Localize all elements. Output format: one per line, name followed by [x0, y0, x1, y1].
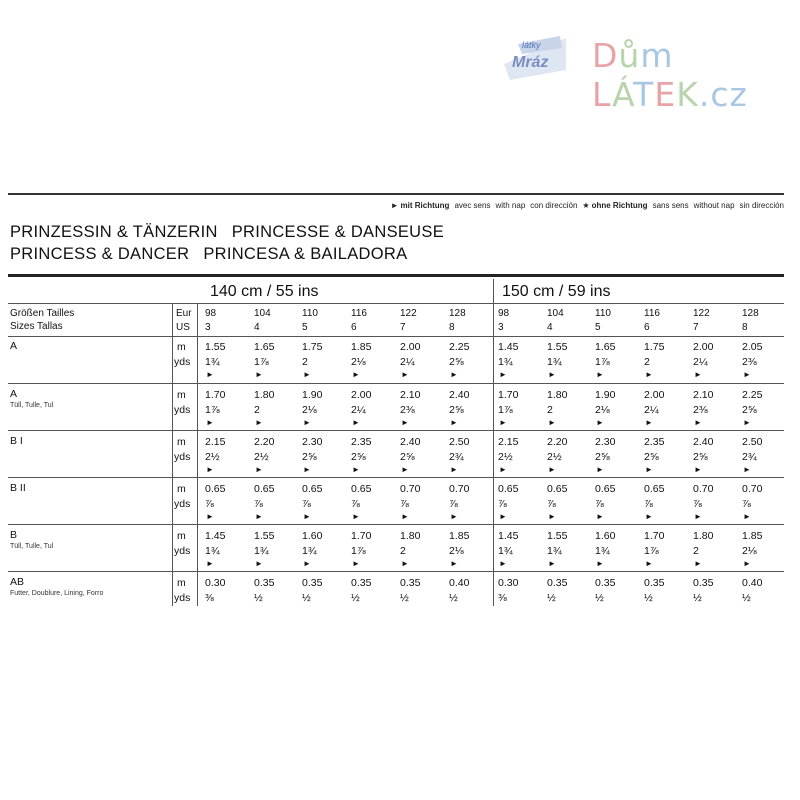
legend-without-nap-en: without nap [693, 201, 735, 210]
unit-m: m [177, 530, 186, 542]
meters-value: 2.00 [351, 389, 372, 401]
meters-value: 1.80 [254, 389, 275, 401]
row-divider [8, 524, 784, 525]
with-nap-arrow-icon: ► [596, 418, 604, 427]
yards-value: ½ [693, 592, 702, 604]
yards-value: ⅞ [498, 498, 507, 510]
meters-value: 2.40 [400, 436, 421, 448]
eur-size: 122 [693, 308, 710, 319]
eur-size: 110 [595, 308, 611, 319]
table-top-rule [8, 274, 784, 277]
yards-value: ⅞ [254, 498, 263, 510]
header-rule [8, 303, 784, 304]
meters-value: 1.45 [498, 341, 519, 353]
us-size: 6 [351, 322, 357, 333]
yards-value: ½ [644, 592, 653, 604]
eur-size: 116 [351, 308, 367, 319]
eur-size: 116 [644, 308, 660, 319]
yards-value: ⅞ [693, 498, 702, 510]
yards-value: 1⅞ [351, 545, 366, 557]
meters-value: 2.15 [498, 436, 519, 448]
dum-latek-letter: m [640, 36, 674, 75]
meters-value: 1.60 [595, 530, 616, 542]
row-divider [8, 477, 784, 478]
nap-legend [391, 201, 784, 210]
yards-value: 1¾ [547, 356, 562, 368]
with-nap-arrow-icon: ► [450, 465, 458, 474]
yards-value: ½ [449, 592, 458, 604]
yards-value: 2¼ [693, 356, 708, 368]
title-fr: PRINCESSE & DANSEUSE [231, 223, 445, 241]
dum-latek-letter: E [654, 75, 677, 114]
latky-mraz-logo-main: Mráz [512, 54, 549, 71]
meters-value: 1.75 [644, 341, 665, 353]
meters-value: 2.20 [547, 436, 568, 448]
us-size: 7 [400, 322, 406, 333]
yards-value: ½ [254, 592, 263, 604]
yards-value: 2¼ [351, 404, 366, 416]
with-nap-arrow-icon: ► [352, 465, 360, 474]
meters-value: 1.80 [693, 530, 714, 542]
meters-value: 0.35 [595, 577, 616, 589]
yards-value: ½ [547, 592, 556, 604]
meters-value: 0.35 [400, 577, 421, 589]
with-nap-arrow-icon: ► [499, 370, 507, 379]
with-nap-arrow-icon: ► [206, 559, 214, 568]
with-nap-arrow-icon: ► [450, 559, 458, 568]
eur-size: 128 [449, 308, 466, 319]
meters-value: 0.35 [302, 577, 323, 589]
meters-value: 2.00 [400, 341, 421, 353]
meters-value: 0.35 [547, 577, 568, 589]
with-nap-arrow-icon: ► [206, 465, 214, 474]
with-nap-arrow-icon: ► [206, 512, 214, 521]
meters-value: 0.65 [302, 483, 323, 495]
meters-value: 1.85 [449, 530, 470, 542]
yards-value: 2½ [498, 451, 513, 463]
yards-value: 2⅝ [400, 451, 415, 463]
with-nap-arrow-icon: ► [206, 370, 214, 379]
yards-value: 1⅞ [595, 356, 610, 368]
yards-value: 1¾ [205, 356, 220, 368]
with-nap-arrow-icon: ► [694, 559, 702, 568]
meters-value: 0.35 [644, 577, 665, 589]
unit-m: m [177, 341, 186, 353]
yards-value: 1⅞ [254, 356, 269, 368]
with-nap-arrow-icon: ► [352, 370, 360, 379]
dum-latek-letter: D [592, 36, 619, 75]
latky-mraz-logo [500, 34, 570, 84]
meters-value: 0.70 [449, 483, 470, 495]
yards-value: ⅞ [302, 498, 311, 510]
us-size: 4 [254, 322, 260, 333]
meters-value: 2.00 [693, 341, 714, 353]
dum-latek-letter: Á [612, 75, 634, 114]
row-divider [8, 430, 784, 431]
meters-value: 0.30 [205, 577, 226, 589]
meters-value: 1.55 [205, 341, 226, 353]
yards-value: 2¾ [449, 451, 464, 463]
unit-m: m [177, 577, 186, 589]
yards-value: 2 [644, 356, 650, 368]
yards-value: 1¾ [595, 545, 610, 557]
yards-value: 1¾ [205, 545, 220, 557]
meters-value: 0.35 [351, 577, 372, 589]
with-nap-arrow-icon: ► [694, 370, 702, 379]
with-nap-arrow-icon: ► [255, 512, 263, 521]
row-divider [8, 383, 784, 384]
with-nap-arrow-icon: ► [743, 465, 751, 474]
row-sub: Futter, Doublure, Lining, Forro [10, 590, 104, 597]
yards-value: ⅞ [205, 498, 214, 510]
eur-label: Eur [176, 308, 192, 319]
with-nap-arrow-icon: ► [303, 512, 311, 521]
meters-value: 0.70 [742, 483, 763, 495]
with-nap-arrow-icon: ► [352, 418, 360, 427]
meters-value: 0.70 [693, 483, 714, 495]
with-nap-arrow-icon: ► [499, 418, 507, 427]
meters-value: 0.65 [351, 483, 372, 495]
meters-value: 2.05 [742, 341, 763, 353]
yards-value: 2⅛ [302, 404, 317, 416]
yards-value: ½ [302, 592, 311, 604]
unit-yds: yds [174, 404, 191, 416]
row-sub: Tüll, Tulle, Tul [10, 543, 54, 550]
meters-value: 1.45 [498, 530, 519, 542]
with-nap-arrow-icon: ► [303, 418, 311, 427]
meters-value: 0.65 [547, 483, 568, 495]
meters-value: 1.70 [205, 389, 226, 401]
meters-value: 1.80 [400, 530, 421, 542]
with-nap-arrow-icon: ► [694, 512, 702, 521]
with-nap-arrow-icon: ► [390, 201, 399, 210]
us-size: 3 [498, 322, 504, 333]
meters-value: 0.30 [498, 577, 519, 589]
yards-value: 2¼ [644, 404, 659, 416]
with-nap-arrow-icon: ► [743, 418, 751, 427]
meters-value: 2.35 [351, 436, 372, 448]
size-label-en-es: Sizes Tallas [10, 321, 63, 332]
yards-value: 1¾ [254, 545, 269, 557]
meters-value: 1.90 [302, 389, 323, 401]
top-rule [8, 193, 784, 195]
fabric-width-140: 140 cm / 55 ins [210, 283, 319, 300]
with-nap-arrow-icon: ► [694, 418, 702, 427]
dum-latek-letter: L [592, 75, 613, 114]
us-size: 5 [595, 322, 601, 333]
meters-value: 2.40 [449, 389, 470, 401]
meters-value: 0.65 [254, 483, 275, 495]
legend-with-nap-es: con dirección [530, 201, 578, 210]
yards-value: ⅞ [644, 498, 653, 510]
eur-size: 104 [254, 308, 271, 319]
meters-value: 2.30 [302, 436, 323, 448]
divider-unit-column [197, 304, 198, 606]
meters-value: 2.50 [449, 436, 470, 448]
eur-size: 122 [400, 308, 417, 319]
yards-value: 1⅞ [205, 404, 220, 416]
with-nap-arrow-icon: ► [596, 559, 604, 568]
yards-value: 2⅝ [449, 356, 464, 368]
with-nap-arrow-icon: ► [694, 465, 702, 474]
yards-value: 2½ [254, 451, 269, 463]
yards-value: 2⅝ [595, 451, 610, 463]
unit-yds: yds [174, 356, 191, 368]
dum-latek-letter: T [633, 75, 655, 114]
yards-value: 2 [547, 404, 553, 416]
yards-value: ⅞ [351, 498, 360, 510]
row-name: B I [10, 435, 23, 447]
row-divider [8, 336, 784, 337]
meters-value: 0.70 [400, 483, 421, 495]
row-divider [8, 571, 784, 572]
meters-value: 1.85 [742, 530, 763, 542]
meters-value: 1.65 [595, 341, 616, 353]
with-nap-arrow-icon: ► [303, 465, 311, 474]
dum-latek-logo [592, 36, 800, 114]
meters-value: 2.40 [693, 436, 714, 448]
with-nap-arrow-icon: ► [743, 370, 751, 379]
meters-value: 0.35 [693, 577, 714, 589]
row-sub: Tüll, Tulle, Tul [10, 402, 54, 409]
yards-value: 2⅜ [400, 404, 415, 416]
divider-width-groups [493, 279, 494, 606]
yards-value: 2¼ [400, 356, 415, 368]
meters-value: 2.00 [644, 389, 665, 401]
yards-value: 2 [693, 545, 699, 557]
unit-yds: yds [174, 498, 191, 510]
meters-value: 0.40 [742, 577, 763, 589]
with-nap-arrow-icon: ► [352, 559, 360, 568]
unit-m: m [177, 389, 186, 401]
yards-value: ⅜ [205, 592, 214, 604]
yards-value: 2⅛ [595, 404, 610, 416]
row-name: B [10, 529, 18, 541]
dum-latek-letter: .cz [698, 75, 748, 114]
title-en: PRINCESS & DANCER [10, 245, 190, 263]
meters-value: 2.20 [254, 436, 275, 448]
legend-without-nap-de: ohne Richtung [591, 201, 648, 210]
meters-value: 1.55 [547, 530, 568, 542]
meters-value: 0.65 [595, 483, 616, 495]
yards-value: ½ [595, 592, 604, 604]
yards-value: ⅜ [498, 592, 507, 604]
yards-value: 2⅛ [351, 356, 366, 368]
meters-value: 0.65 [498, 483, 519, 495]
dum-latek-letter: K [676, 75, 699, 114]
with-nap-arrow-icon: ► [303, 370, 311, 379]
meters-value: 1.75 [302, 341, 323, 353]
with-nap-arrow-icon: ► [645, 418, 653, 427]
with-nap-arrow-icon: ► [303, 559, 311, 568]
yards-value: ⅞ [449, 498, 458, 510]
meters-value: 1.70 [351, 530, 372, 542]
legend-with-nap-de: mit Richtung [400, 201, 450, 210]
us-size: 8 [449, 322, 455, 333]
title-es: PRINCESA & BAILADORA [203, 245, 408, 263]
with-nap-arrow-icon: ► [401, 370, 409, 379]
with-nap-arrow-icon: ► [450, 418, 458, 427]
dum-latek-letter: ů [618, 36, 641, 75]
meters-value: 0.35 [254, 577, 275, 589]
meters-value: 1.70 [644, 530, 665, 542]
with-nap-arrow-icon: ► [206, 418, 214, 427]
with-nap-arrow-icon: ► [645, 370, 653, 379]
with-nap-arrow-icon: ► [255, 370, 263, 379]
unit-m: m [177, 483, 186, 495]
yards-value: 2 [302, 356, 308, 368]
meters-value: 1.55 [254, 530, 275, 542]
yards-value: 2⅛ [449, 545, 464, 557]
with-nap-arrow-icon: ► [548, 465, 556, 474]
eur-size: 98 [498, 308, 510, 319]
title-de: PRINZESSIN & TÄNZERIN [10, 223, 218, 241]
yards-value: 1¾ [498, 545, 513, 557]
size-label-de-fr: Größen Tailles [10, 308, 75, 319]
meters-value: 2.25 [449, 341, 470, 353]
with-nap-arrow-icon: ► [401, 559, 409, 568]
us-label: US [176, 322, 190, 333]
with-nap-arrow-icon: ► [596, 512, 604, 521]
yards-value: ⅞ [547, 498, 556, 510]
with-nap-arrow-icon: ► [645, 512, 653, 521]
meters-value: 2.50 [742, 436, 763, 448]
meters-value: 2.25 [742, 389, 763, 401]
meters-value: 0.65 [644, 483, 665, 495]
meters-value: 2.10 [693, 389, 714, 401]
with-nap-arrow-icon: ► [499, 512, 507, 521]
yards-value: 2⅜ [693, 404, 708, 416]
with-nap-arrow-icon: ► [450, 370, 458, 379]
row-name: B II [10, 482, 26, 494]
latky-mraz-logo-top: látky [522, 40, 541, 50]
us-size: 5 [302, 322, 308, 333]
unit-m: m [177, 436, 186, 448]
yards-value: 2 [400, 545, 406, 557]
yards-value: 1¾ [498, 356, 513, 368]
without-nap-star-icon: ★ [582, 201, 590, 210]
eur-size: 104 [547, 308, 564, 319]
with-nap-arrow-icon: ► [401, 465, 409, 474]
yards-value: 1¾ [302, 545, 317, 557]
legend-with-nap-en: with nap [495, 201, 526, 210]
meters-value: 1.80 [547, 389, 568, 401]
yards-value: 2⅝ [742, 404, 757, 416]
yards-value: 2¾ [742, 451, 757, 463]
meters-value: 0.40 [449, 577, 470, 589]
meters-value: 2.30 [595, 436, 616, 448]
yards-value: 2⅝ [449, 404, 464, 416]
legend-without-nap-es: sin dirección [739, 201, 784, 210]
yards-value: ½ [742, 592, 751, 604]
meters-value: 1.90 [595, 389, 616, 401]
title-line-2 [10, 245, 407, 264]
row-name: AB [10, 576, 25, 588]
meters-value: 1.70 [498, 389, 519, 401]
yards-value: ⅞ [742, 498, 751, 510]
with-nap-arrow-icon: ► [645, 559, 653, 568]
yards-value: 2⅝ [302, 451, 317, 463]
yards-value: 2⅝ [351, 451, 366, 463]
fabric-width-150: 150 cm / 59 ins [502, 283, 611, 300]
with-nap-arrow-icon: ► [401, 512, 409, 521]
unit-yds: yds [174, 545, 191, 557]
meters-value: 1.65 [254, 341, 275, 353]
yards-value: 1¾ [547, 545, 562, 557]
us-size: 3 [205, 322, 211, 333]
with-nap-arrow-icon: ► [743, 512, 751, 521]
with-nap-arrow-icon: ► [401, 418, 409, 427]
eur-size: 128 [742, 308, 759, 319]
meters-value: 1.60 [302, 530, 323, 542]
with-nap-arrow-icon: ► [255, 465, 263, 474]
with-nap-arrow-icon: ► [255, 418, 263, 427]
yards-value: ⅞ [400, 498, 409, 510]
with-nap-arrow-icon: ► [548, 512, 556, 521]
row-name: A [10, 388, 18, 400]
with-nap-arrow-icon: ► [596, 370, 604, 379]
legend-with-nap-fr: avec sens [454, 201, 491, 210]
meters-value: 1.85 [351, 341, 372, 353]
meters-value: 2.35 [644, 436, 665, 448]
title-line-1 [10, 223, 444, 242]
with-nap-arrow-icon: ► [450, 512, 458, 521]
us-size: 7 [693, 322, 699, 333]
yards-value: 2⅝ [693, 451, 708, 463]
with-nap-arrow-icon: ► [255, 559, 263, 568]
yards-value: ⅞ [595, 498, 604, 510]
with-nap-arrow-icon: ► [645, 465, 653, 474]
with-nap-arrow-icon: ► [352, 512, 360, 521]
meters-value: 0.65 [205, 483, 226, 495]
yards-value: 2½ [547, 451, 562, 463]
meters-value: 2.15 [205, 436, 226, 448]
eur-size: 98 [205, 308, 217, 319]
yards-value: ½ [351, 592, 360, 604]
divider-label-column [172, 304, 173, 606]
yards-value: 2½ [205, 451, 220, 463]
meters-value: 1.45 [205, 530, 226, 542]
legend-without-nap-fr: sans sens [652, 201, 689, 210]
with-nap-arrow-icon: ► [499, 465, 507, 474]
with-nap-arrow-icon: ► [596, 465, 604, 474]
yards-value: 1⅞ [644, 545, 659, 557]
row-name: A [10, 340, 18, 352]
unit-yds: yds [174, 592, 191, 604]
with-nap-arrow-icon: ► [548, 559, 556, 568]
us-size: 4 [547, 322, 553, 333]
yards-value: 2 [254, 404, 260, 416]
yards-value: ½ [400, 592, 409, 604]
us-size: 8 [742, 322, 748, 333]
meters-value: 1.55 [547, 341, 568, 353]
yards-value: 2⅝ [644, 451, 659, 463]
eur-size: 110 [302, 308, 318, 319]
yards-value: 2⅜ [742, 356, 757, 368]
with-nap-arrow-icon: ► [499, 559, 507, 568]
with-nap-arrow-icon: ► [743, 559, 751, 568]
yards-value: 1⅞ [498, 404, 513, 416]
us-size: 6 [644, 322, 650, 333]
meters-value: 2.10 [400, 389, 421, 401]
unit-yds: yds [174, 451, 191, 463]
with-nap-arrow-icon: ► [548, 418, 556, 427]
with-nap-arrow-icon: ► [548, 370, 556, 379]
yards-value: 2⅛ [742, 545, 757, 557]
